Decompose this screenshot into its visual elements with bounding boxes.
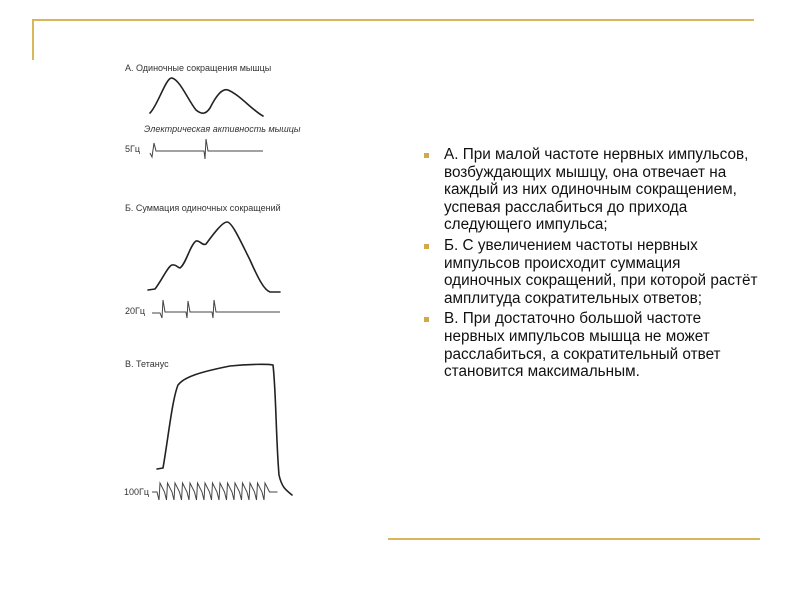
bullet-icon (424, 317, 429, 322)
panel-a-frequency: 5Гц (125, 144, 141, 154)
panel-c-title: В. Тетанус (125, 359, 169, 369)
panel-b-title: Б. Суммация одиночных сокращений (125, 203, 281, 213)
bullet-item (424, 146, 759, 234)
bullet-icon (424, 153, 429, 158)
bottom-border-line (388, 538, 760, 540)
panel-b-ecg-trace (152, 300, 280, 318)
panel-a-subtitle: Электрическая активность мышцы (144, 124, 301, 134)
bullet-text: В. При достаточно большой частоте нервных импульсов мышца не может расслабиться, а сократительный ответ становится максимальным. (444, 310, 721, 381)
panel-b-summation-trace (148, 222, 280, 292)
panel-c-tetanus-trace (157, 364, 292, 495)
panel-c-frequency: 100Гц (124, 487, 150, 497)
bullet-text: Б. С увеличением частоты нервных импульсов происходит суммация одиночных сокращений, при которой растёт амплитуда сократительных ответов; (444, 236, 758, 307)
bullet-icon (424, 244, 429, 249)
bullet-item (424, 237, 759, 307)
bullet-item (424, 310, 759, 380)
panel-a-title: А. Одиночные сокращения мышцы (125, 63, 272, 73)
bullet-text: А. При малой частоте нервных импульсов, возбуждающих мышцу, она отвечает на каждый из них одиночным сокращением, успевая расслабиться до прихода следующего импульса; (444, 146, 749, 234)
panel-a-ecg-trace (150, 139, 263, 159)
panel-b-frequency: 20Гц (125, 306, 146, 316)
panel-a-twitch-trace (150, 78, 263, 116)
bullet-list (424, 146, 759, 384)
panel-c-ecg-trace (152, 483, 278, 500)
